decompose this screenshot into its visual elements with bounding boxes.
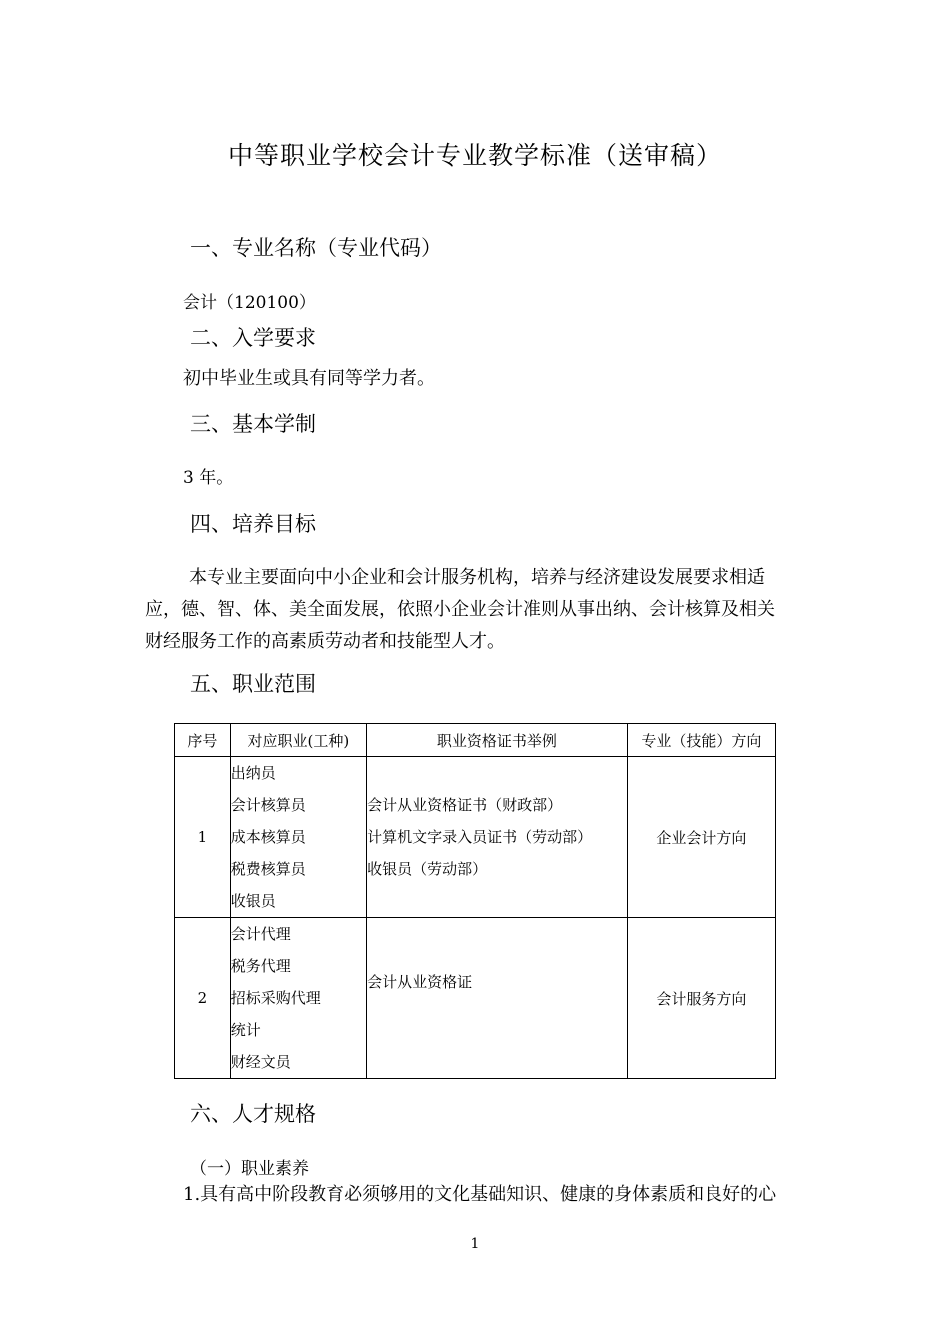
section-6-subheading: （一）职业素养 — [190, 1159, 309, 1179]
cert-item: 会计从业资格证 — [367, 973, 473, 991]
section-2-heading: 二、入学要求 — [190, 326, 316, 350]
job-item: 成本核算员 — [230, 828, 306, 846]
row-certs — [367, 918, 628, 1079]
row-jobs — [230, 918, 366, 1079]
job-item: 统计 — [230, 1021, 261, 1039]
page-number: 1 — [470, 1236, 480, 1252]
paragraph-line: 财经服务工作的高素质劳动者和技能型人才。 — [145, 631, 505, 652]
section-1-heading: 一、专业名称（专业代码） — [190, 236, 442, 260]
cert-item: 计算机文字录入员证书（劳动部） — [367, 828, 593, 846]
job-item: 会计代理 — [230, 925, 291, 943]
section-4-heading: 四、培养目标 — [190, 512, 316, 536]
row-jobs — [230, 757, 366, 918]
row-direction: 企业会计方向 — [627, 757, 775, 918]
job-item: 收银员 — [230, 892, 276, 910]
paragraph-line: 应，德、智、体、美全面发展，依照小企业会计准则从事出纳、会计核算及相关 — [145, 599, 775, 620]
row-number: 1 — [175, 757, 231, 918]
section-3-body: 3 年。 — [183, 468, 234, 488]
job-item: 出纳员 — [230, 764, 276, 782]
section-5-heading: 五、职业范围 — [190, 672, 316, 696]
table-row — [175, 757, 776, 918]
section-2-body: 初中毕业生或具有同等学力者。 — [183, 368, 435, 389]
section-3-heading: 三、基本学制 — [190, 412, 316, 436]
occupation-table — [174, 723, 776, 1079]
row-certs — [367, 757, 628, 918]
col-header-direction: 专业（技能）方向 — [627, 724, 775, 757]
cert-item: 收银员（劳动部） — [367, 860, 488, 878]
job-item: 会计核算员 — [230, 796, 306, 814]
paragraph-line: 本专业主要面向中小企业和会计服务机构，培养与经济建设发展要求相适 — [189, 567, 765, 588]
job-item: 税费核算员 — [230, 860, 306, 878]
table-header-row — [175, 724, 776, 757]
document-title: 中等职业学校会计专业教学标准（送审稿） — [227, 141, 722, 170]
job-item: 招标采购代理 — [230, 989, 321, 1007]
col-header-cert: 职业资格证书举例 — [367, 724, 628, 757]
col-header-job: 对应职业(工种) — [230, 724, 366, 757]
section-1-body: 会计（120100） — [183, 293, 316, 313]
section-6-heading: 六、人才规格 — [190, 1102, 316, 1126]
row-number: 2 — [175, 918, 231, 1079]
row-direction: 会计服务方向 — [627, 918, 775, 1079]
job-item: 税务代理 — [230, 957, 291, 975]
job-item: 财经文员 — [230, 1053, 291, 1071]
section-6-item-1: 1.具有高中阶段教育必须够用的文化基础知识、健康的身体素质和良好的心 — [183, 1184, 777, 1205]
section-4-paragraph — [145, 562, 815, 658]
col-header-no: 序号 — [175, 724, 231, 757]
table-row — [175, 918, 776, 1079]
cert-item: 会计从业资格证书（财政部） — [367, 796, 563, 814]
